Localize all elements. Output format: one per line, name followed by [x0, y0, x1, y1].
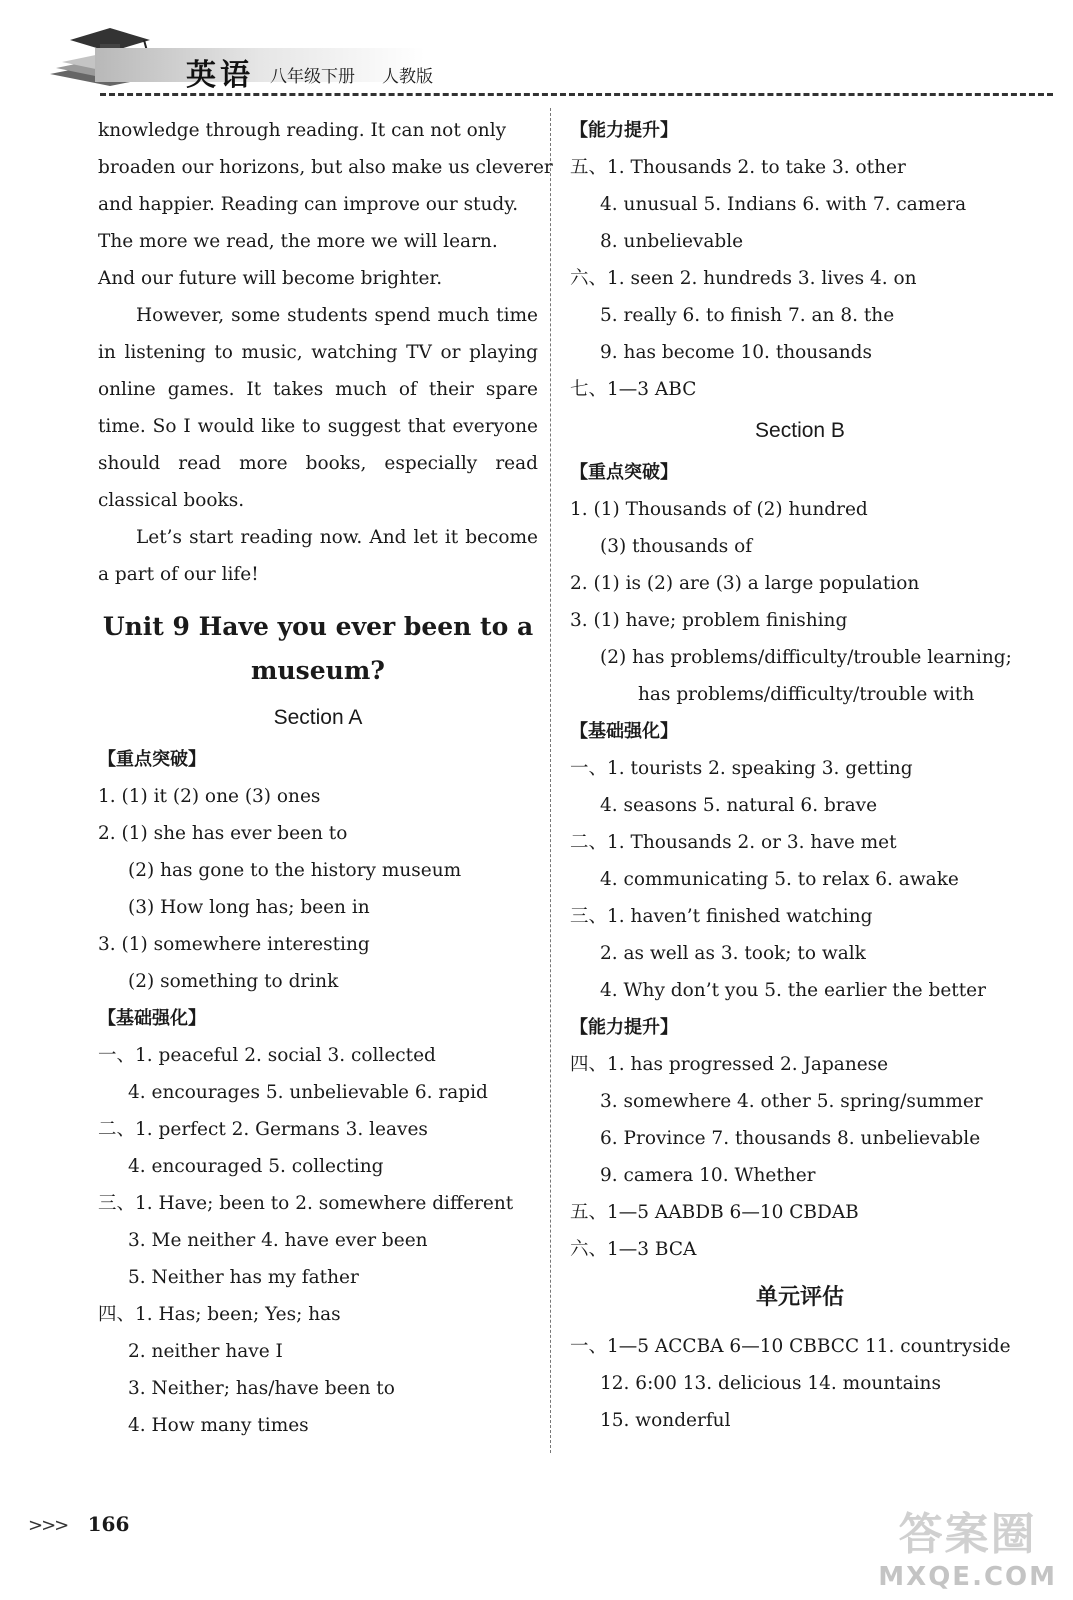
- answer-line: 4. unusual 5. Indians 6. with 7. camera: [600, 194, 967, 215]
- essay-paragraph: However, some students spend much time in listening to music, watching TV or playing online games. It takes much of their spare time. So I would like to suggest that everyone should read more books, especially read classical books.: [98, 305, 538, 511]
- watermark: [878, 1498, 1057, 1592]
- answer-line: (2) has problems/difficulty/trouble learning;: [600, 647, 1012, 668]
- answer-line: 三、1. Have; been to 2. somewhere different: [98, 1193, 514, 1214]
- answer-line: 4. How many times: [128, 1415, 309, 1436]
- chevrons-icon: >>>: [28, 1515, 68, 1536]
- answer-line: 二、1. perfect 2. Germans 3. leaves: [98, 1119, 428, 1140]
- answer-line: 四、1. Has; been; Yes; has: [98, 1304, 341, 1325]
- essay-line: and happier. Reading can improve our study.: [98, 194, 519, 215]
- answer-line: 2. (1) she has ever been to: [98, 823, 348, 844]
- answer-line: 5. really 6. to finish 7. an 8. the: [600, 305, 895, 326]
- answer-line: 1. (1) Thousands of (2) hundred: [570, 499, 868, 520]
- answer-line: 4. encouraged 5. collecting: [128, 1156, 384, 1177]
- section-heading: Section A: [273, 706, 363, 729]
- watermark-logo: 答案圈: [898, 1509, 1037, 1560]
- answer-line: 一、1. peaceful 2. social 3. collected: [98, 1045, 436, 1066]
- header-band: [95, 48, 425, 82]
- unit-assessment-heading: 单元评估: [755, 1285, 844, 1310]
- answer-line: has problems/difficulty/trouble with: [638, 684, 975, 705]
- answer-line: 8. unbelievable: [600, 231, 744, 252]
- essay-line: The more we read, the more we will learn.: [98, 231, 498, 252]
- answer-line: 一、1—5 ACCBA 6—10 CBBCC 11. countryside: [570, 1336, 1011, 1357]
- answer-line: 二、1. Thousands 2. or 3. have met: [570, 832, 897, 853]
- answer-line: 6. Province 7. thousands 8. unbelievable: [600, 1128, 981, 1149]
- answer-line: 五、1—5 AABDB 6—10 CBDAB: [570, 1202, 859, 1223]
- answer-line: 一、1. tourists 2. speaking 3. getting: [570, 758, 913, 779]
- answer-line: 三、1. haven’t finished watching: [570, 906, 873, 927]
- page-number: 166: [87, 1512, 130, 1536]
- answer-line: (2) something to drink: [128, 971, 339, 992]
- essay-paragraph: Let’s start reading now. And let it become a part of our life!: [98, 527, 538, 585]
- column-divider: [550, 108, 551, 1453]
- subsection-heading: 【能力提升】: [570, 1017, 678, 1038]
- essay-line: And our future will become brighter.: [98, 268, 443, 289]
- answer-line: 2. (1) is (2) are (3) a large population: [570, 573, 920, 594]
- header-dashed-rule: [100, 93, 1053, 96]
- subsection-heading: 【重点突破】: [570, 462, 678, 483]
- answer-line: 4. seasons 5. natural 6. brave: [600, 795, 878, 816]
- right-column: [570, 112, 1030, 1439]
- answer-line: 3. somewhere 4. other 5. spring/summer: [600, 1091, 983, 1112]
- answer-line: 3. Neither; has/have been to: [128, 1378, 395, 1399]
- answer-line: 15. wonderful: [600, 1410, 731, 1431]
- subsection-heading: 【基础强化】: [570, 721, 678, 742]
- answer-line: 六、1—3 BCA: [570, 1239, 697, 1260]
- answer-line: 六、1. seen 2. hundreds 3. lives 4. on: [570, 268, 917, 289]
- grade-label: 八年级下册: [270, 67, 355, 87]
- subsection-heading: 【能力提升】: [570, 120, 678, 141]
- answer-line: 3. (1) somewhere interesting: [98, 934, 370, 955]
- answer-line: 12. 6:00 13. delicious 14. mountains: [600, 1373, 941, 1394]
- essay-line: knowledge through reading. It can not only: [98, 120, 507, 141]
- subsection-heading: 【重点突破】: [98, 749, 206, 770]
- left-column: [98, 112, 553, 1444]
- answer-line: 4. communicating 5. to relax 6. awake: [600, 869, 959, 890]
- answer-line: 2. neither have I: [128, 1341, 283, 1362]
- answer-line: 4. Why don’t you 5. the earlier the better: [600, 980, 986, 1001]
- answer-line: 4. encourages 5. unbelievable 6. rapid: [128, 1082, 488, 1103]
- edition-label: 人教版: [382, 67, 433, 87]
- answer-line: 3. (1) have; problem finishing: [570, 610, 848, 631]
- answer-line: 3. Me neither 4. have ever been: [128, 1230, 428, 1251]
- watermark-url: MXQE.COM: [878, 1562, 1057, 1592]
- answer-line: 9. camera 10. Whether: [600, 1165, 816, 1186]
- unit-title-line: museum?: [251, 656, 385, 685]
- page-footer: [28, 1512, 129, 1536]
- answer-line: (3) How long has; been in: [128, 897, 370, 918]
- answer-line: 七、1—3 ABC: [570, 379, 697, 400]
- section-heading: Section B: [755, 419, 845, 442]
- answer-line: 四、1. has progressed 2. Japanese: [570, 1054, 889, 1075]
- answer-line: 1. (1) it (2) one (3) ones: [98, 786, 321, 807]
- subsection-heading: 【基础强化】: [98, 1008, 206, 1029]
- answer-line: (2) has gone to the history museum: [128, 860, 462, 881]
- answer-line: 2. as well as 3. took; to walk: [600, 943, 866, 964]
- answer-line: 5. Neither has my father: [128, 1267, 359, 1288]
- unit-title-line: Unit 9 Have you ever been to a: [102, 612, 534, 641]
- page-header: [0, 0, 1073, 100]
- answer-line: 五、1. Thousands 2. to take 3. other: [570, 157, 906, 178]
- subject-title: 英语: [186, 58, 254, 93]
- essay-line: broaden our horizons, but also make us cleverer: [98, 157, 553, 178]
- answer-line: (3) thousands of: [600, 536, 753, 557]
- answer-line: 9. has become 10. thousands: [600, 342, 872, 363]
- unit-title: [98, 605, 538, 693]
